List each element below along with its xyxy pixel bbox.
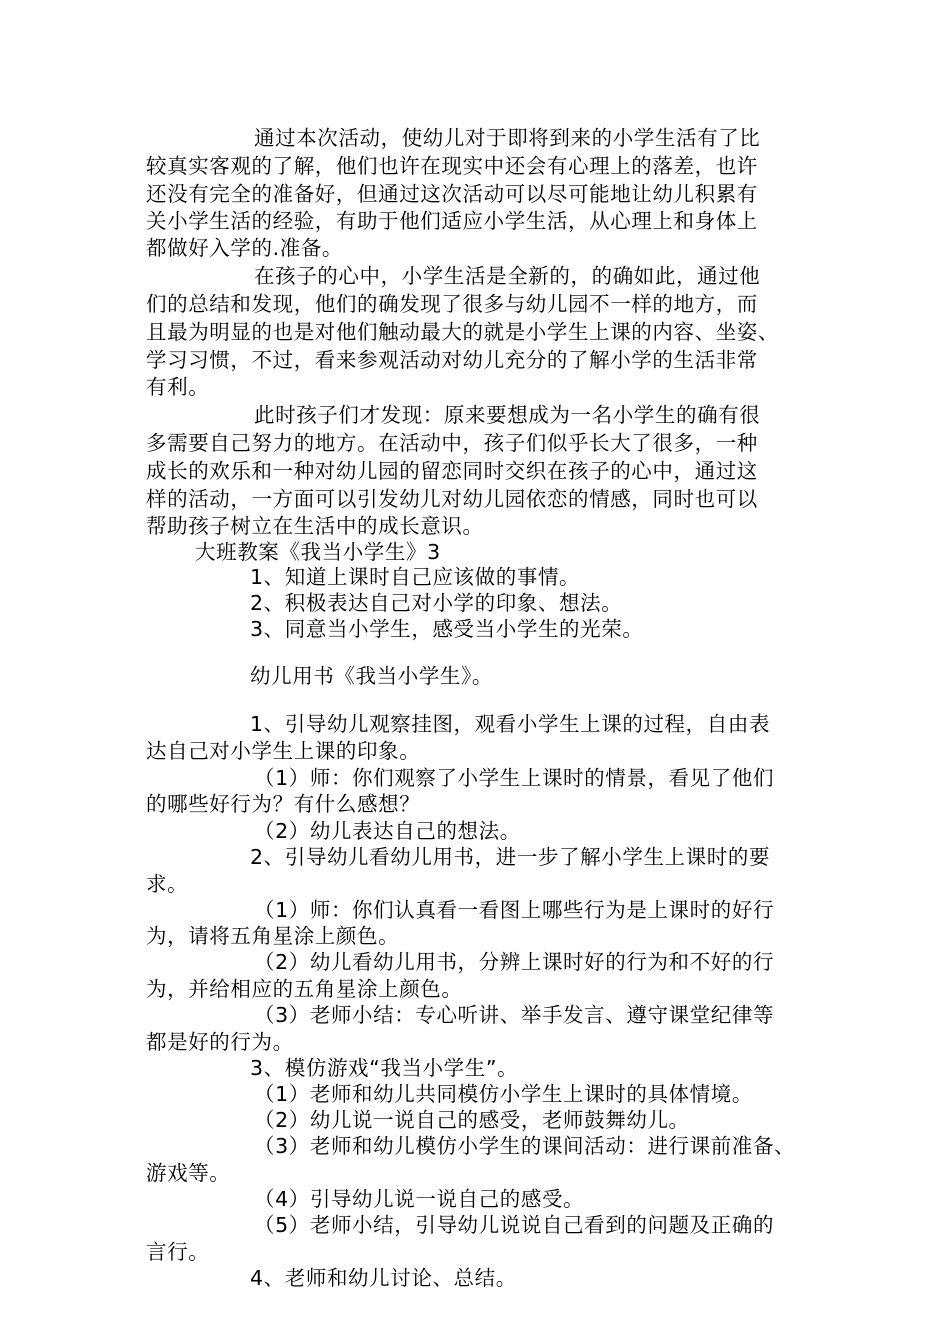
text-line: 4、老师和幼儿讨论、总结。 [250, 1266, 517, 1290]
text-line: 的哪些好行为？有什么感想？ [146, 792, 421, 816]
text-line: （3）老师小结：专心听讲、举手发言、遵守课堂纪律等 [254, 1003, 775, 1027]
objective-item: 2、积极表达自己对小学的印象、想法。 [250, 591, 623, 615]
text-line: 在孩子的心中，小学生活是全新的，的确如此，通过他 [254, 264, 761, 288]
text-line: （2）幼儿说一说自己的感受，老师鼓舞幼儿。 [254, 1108, 690, 1132]
objective-item: 3、同意当小学生，感受当小学生的光荣。 [250, 617, 644, 641]
text-line: 还没有完全的准备好，但通过这次活动可以尽可能地让幼儿积累有 [146, 182, 758, 206]
text-line: 多需要自己努力的地方。在活动中，孩子们似乎长大了很多，一种 [146, 431, 758, 455]
text-line: 言行。 [146, 1240, 210, 1264]
text-line: 为，并给相应的五角星涂上颜色。 [146, 977, 463, 1001]
text-line: （2）幼儿看幼儿用书，分辨上课时好的行为和不好的行 [254, 950, 775, 974]
text-line: 都是好的行为。 [146, 1030, 294, 1054]
text-line: 2、引导幼儿看幼儿用书，进一步了解小学生上课时的要 [250, 845, 771, 869]
text-line: （4）引导幼儿说一说自己的感受。 [254, 1187, 585, 1211]
text-line: 较真实客观的了解，他们也许在现实中还会有心理上的落差，也许 [146, 154, 758, 178]
text-line: （1）师：你们观察了小学生上课时的情景，看见了他们 [254, 766, 775, 790]
text-line: 为，请将五角星涂上颜色。 [146, 924, 400, 948]
section-heading: 大班教案《我当小学生》3 [195, 540, 441, 564]
materials-line: 幼儿用书《我当小学生》。 [250, 664, 493, 688]
text-line: 学习习惯，不过，看来参观活动对幼儿充分的了解小学的生活非常 [146, 348, 758, 372]
text-line: 求。 [146, 872, 189, 896]
text-line: 达自己对小学生上课的印象。 [146, 739, 421, 763]
text-line: 关小学生活的经验，有助于他们适应小学生活，从心理上和身体上 [146, 209, 758, 233]
text-line: （1）师：你们认真看一看图上哪些行为是上课时的好行 [254, 898, 775, 922]
text-line: （1）老师和幼儿共同模仿小学生上课时的具体情境。 [254, 1082, 753, 1106]
text-line: 游戏等。 [146, 1161, 231, 1185]
text-line: 们的总结和发现，他们的确发现了很多与幼儿园不一样的地方，而 [146, 292, 758, 316]
objective-item: 1、知道上课时自己应该做的事情。 [250, 565, 581, 589]
text-line: 此时孩子们才发现：原来要想成为一名小学生的确有很 [254, 403, 761, 427]
text-line: （5）老师小结，引导幼儿说说自己看到的问题及正确的 [254, 1213, 775, 1237]
text-line: 通过本次活动，使幼儿对于即将到来的小学生活有了比 [254, 126, 761, 150]
text-line: 且最为明显的也是对他们触动最大的就是小学生上课的内容、坐姿、 [146, 320, 779, 344]
text-line: 有利。 [146, 375, 210, 399]
text-line: 都做好入学的.准备。 [146, 236, 344, 260]
text-line: 样的活动，一方面可以引发幼儿对幼儿园依恋的情感，同时也可以 [146, 487, 758, 511]
text-line: （3）老师和幼儿模仿小学生的课间活动：进行课前准备、 [254, 1134, 796, 1158]
text-line: 成长的欢乐和一种对幼儿园的留恋同时交织在孩子的心中，通过这 [146, 459, 758, 483]
text-line: 1、引导幼儿观察挂图，观看小学生上课的过程，自由表 [250, 712, 771, 736]
text-line: （2）幼儿表达自己的想法。 [254, 819, 521, 843]
text-line: 3、模仿游戏“我当小学生”。 [250, 1056, 519, 1080]
text-line: 帮助孩子树立在生活中的成长意识。 [146, 514, 484, 538]
